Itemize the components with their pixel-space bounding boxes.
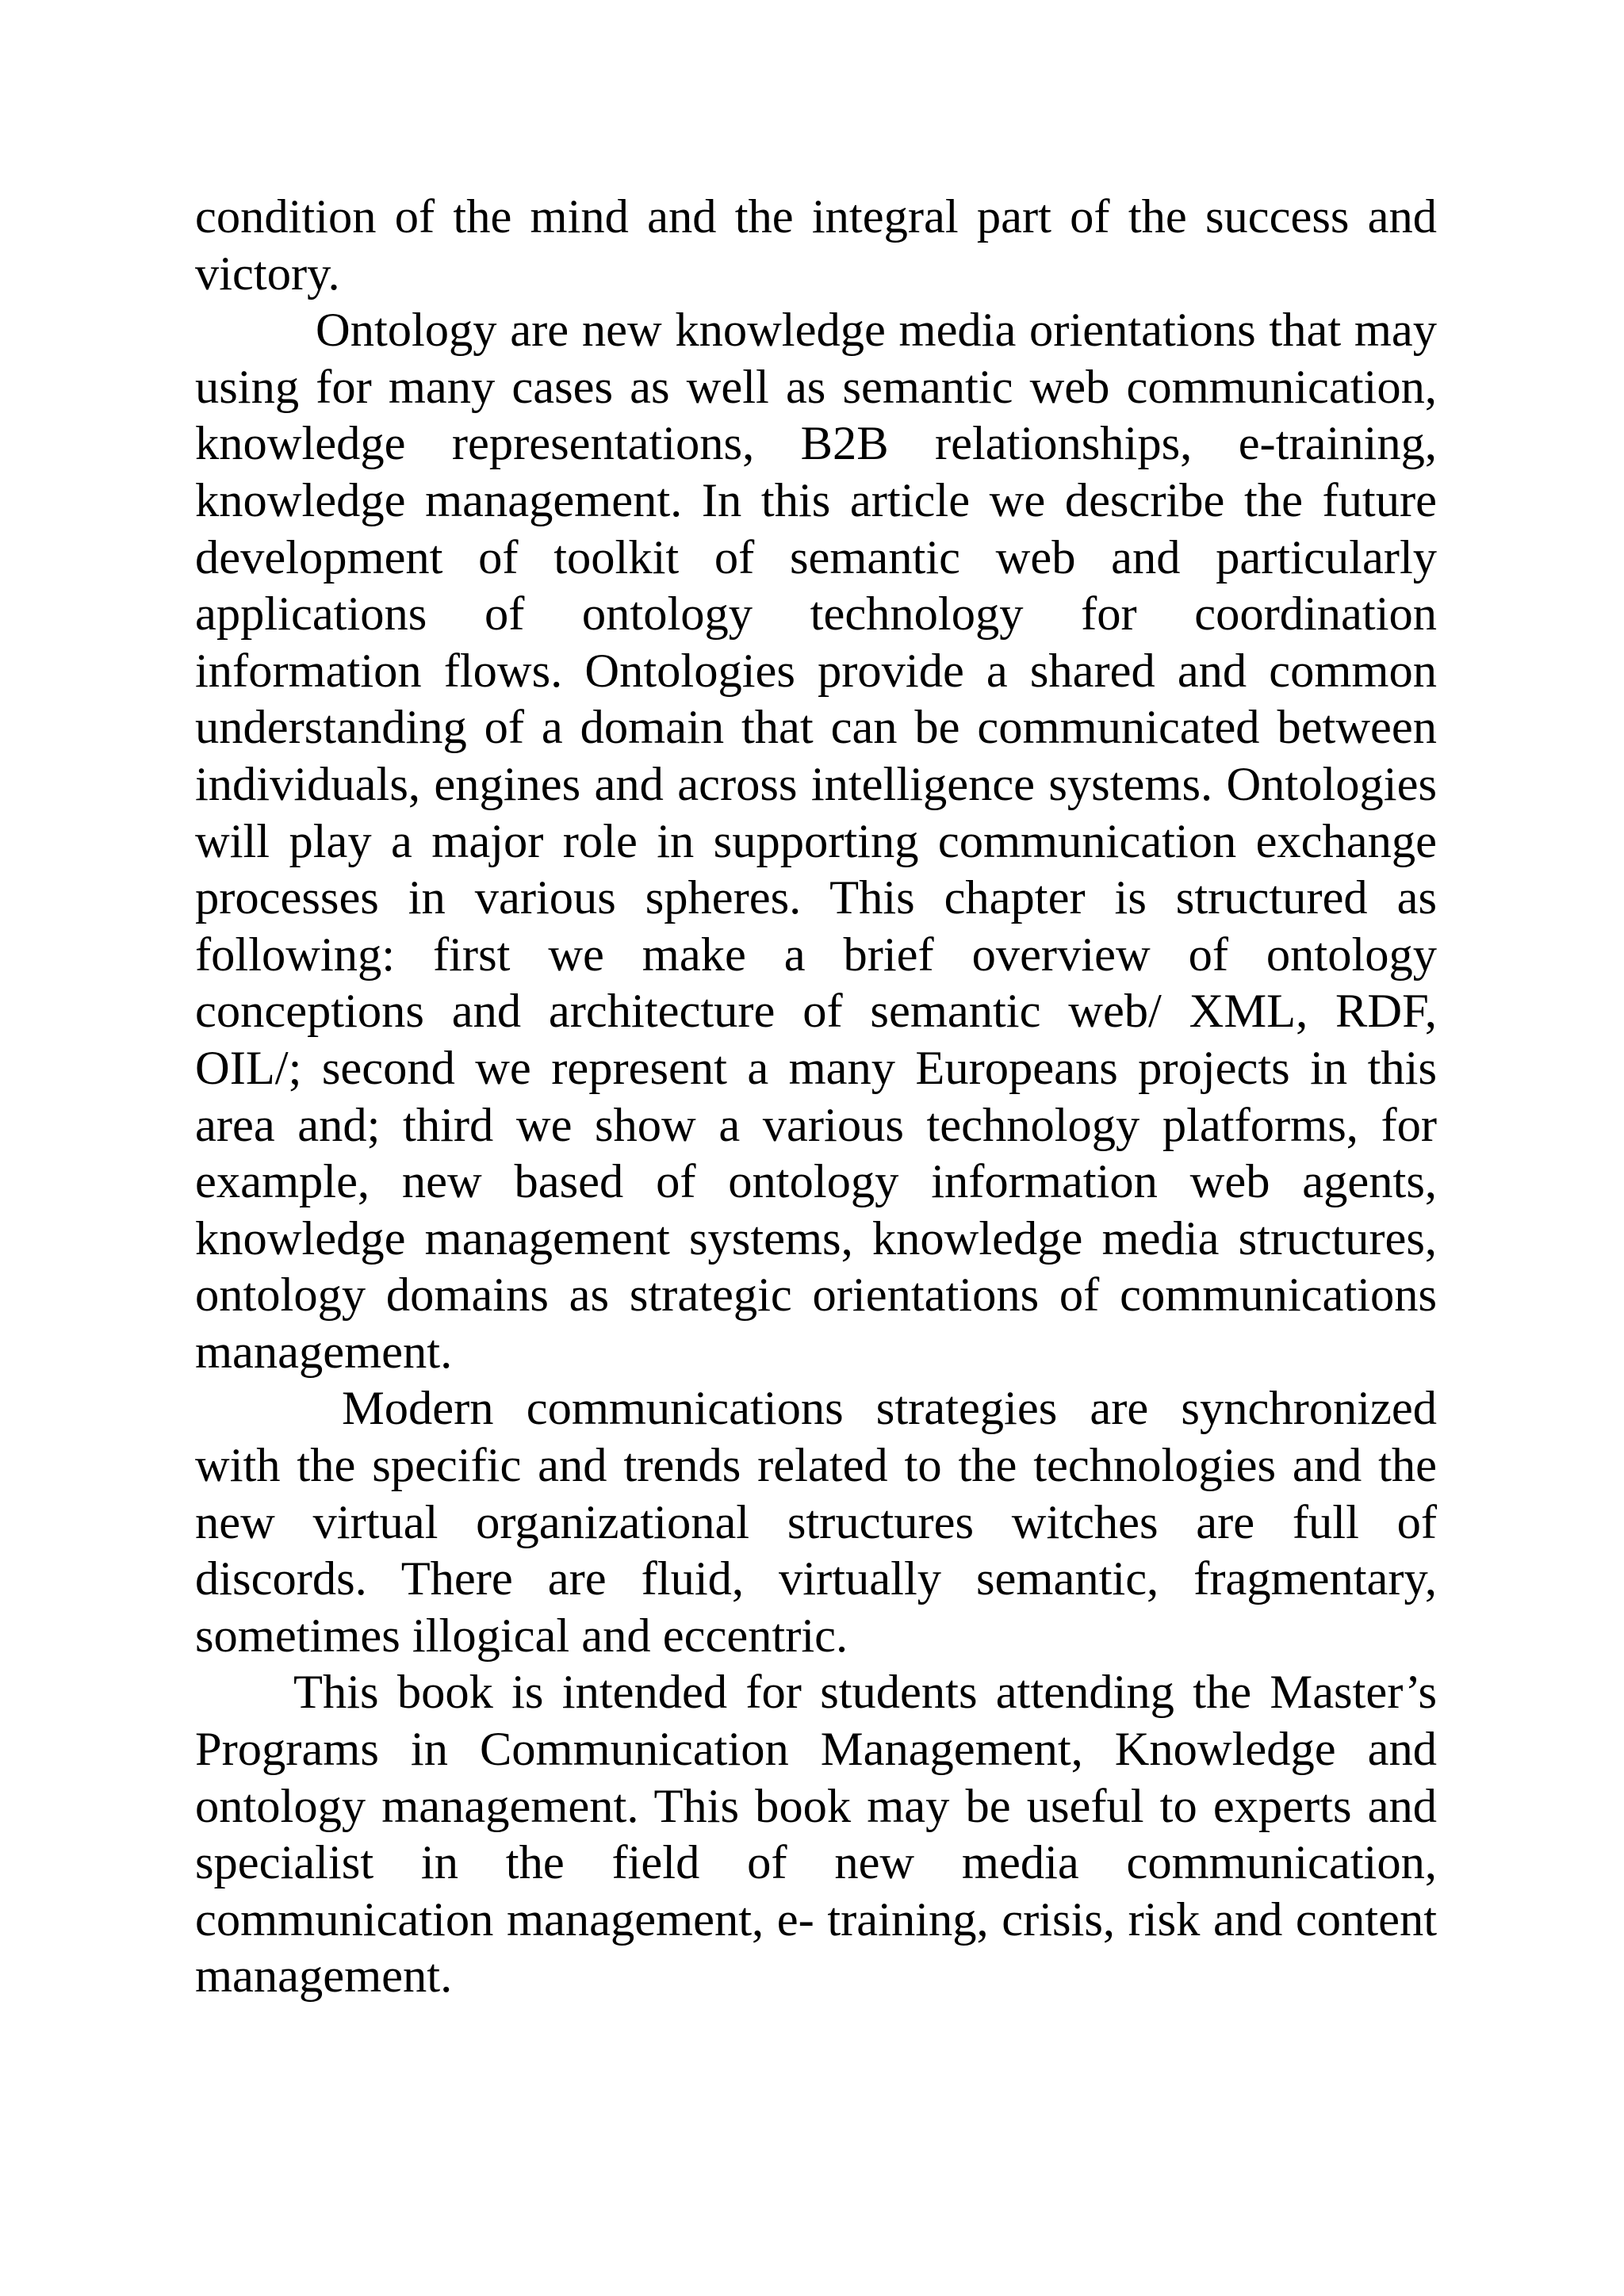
paragraph-book-audience: This book is intended for students attending the Master’s Programs in Communication Management, Knowledge and ontology management. This book may be useful to experts and specialist in the field of new media communication, communication management, e- training, crisis, risk and content management. <box>195 1666 1437 2003</box>
document-page <box>195 189 1437 2005</box>
paragraph-modern-communications: Modern communications strategies are synchronized with the specific and trends related to the technologies and the new virtual organizational structures witches are full of discords. There are fluid, virtually semantic, fragmentary, sometimes illogical and eccentric. <box>195 1382 1437 1663</box>
paragraph-continuation: condition of the mind and the integral part of the success and victory. <box>195 190 1437 300</box>
paragraph-ontology-intro: Ontology are new knowledge media orientations that may using for many cases as well as semantic web communication, knowledge representations, B2B relationships, e-training, knowledge management. In this article we describe the future development of toolkit of semantic web and particularly applications of ontology technology for coordination information flows. Ontologies provide a shared and common understanding of a domain that can be communicated between individuals, engines and across intelligence systems. Ontologies will play a major role in supporting communication exchange processes in various spheres. This chapter is structured as following: first we make a brief overview of ontology conceptions and architecture of semantic web/ XML, RDF, OIL/; second we represent a many Europeans projects in this area and; third we show a various technology platforms, for example, new based of ontology information web agents, knowledge management systems, knowledge media structures, ontology domains as strategic orientations of communications management. <box>195 304 1437 1379</box>
